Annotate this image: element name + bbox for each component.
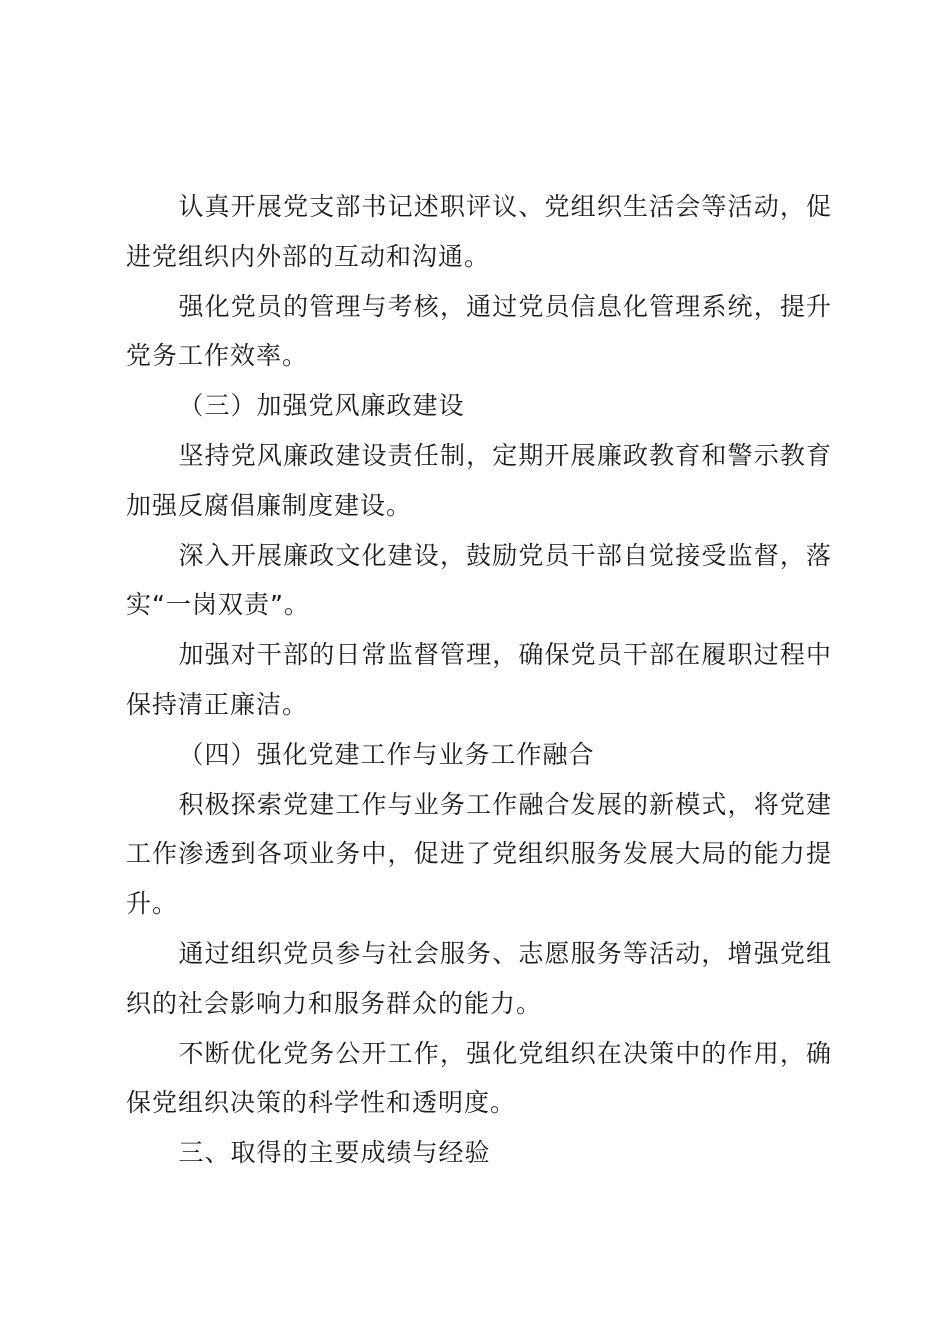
chapter-heading-achievements: 三、取得的主要成绩与经验	[178, 1138, 491, 1168]
document-body	[126, 182, 832, 1178]
paragraph-cadre-supervision: 加强对干部的日常监督管理，确保党员干部在履职过程中保持清正廉洁。	[126, 640, 832, 719]
paragraph-member-management: 强化党员的管理与考核，通过党员信息化管理系统，提升党务工作效率。	[126, 291, 832, 371]
section-heading-integrity: （三）加强党风廉政建设	[178, 391, 465, 421]
paragraph-debriefing-activities: 认真开展党支部书记述职评议、党组织生活会等活动，促进党组织内外部的互动和沟通。	[126, 192, 832, 271]
paragraph-new-model: 积极探索党建工作与业务工作融合发展的新模式，将党建工作渗透到各项业务中，促进了党组织服务发展大局的能力提升。	[126, 789, 832, 919]
paragraph-integrity-culture: 深入开展廉政文化建设，鼓励党员干部自觉接受监督，落实“一岗双责”。	[126, 540, 832, 620]
section-heading-integration: （四）强化党建工作与业务工作融合	[178, 739, 595, 769]
paragraph-affairs-disclosure: 不断优化党务公开工作，强化党组织在决策中的作用，确保党组织决策的科学性和透明度。	[126, 1038, 832, 1118]
paragraph-integrity-responsibility: 坚持党风廉政建设责任制，定期开展廉政教育和警示教育加强反腐倡廉制度建设。	[126, 440, 832, 520]
paragraph-social-service: 通过组织党员参与社会服务、志愿服务等活动，增强党组织的社会影响力和服务群众的能力。	[126, 938, 832, 1018]
